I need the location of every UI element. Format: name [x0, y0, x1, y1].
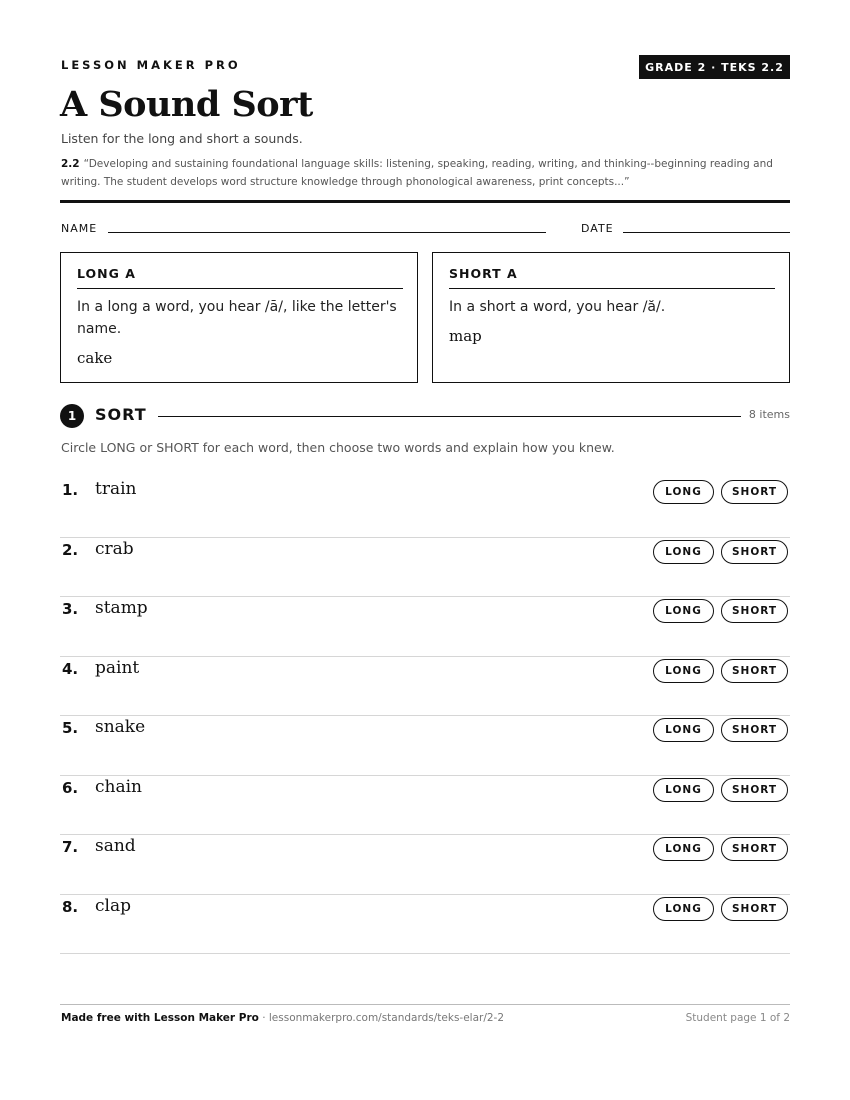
long-choice-button[interactable]: LONG	[653, 480, 714, 504]
list-item	[60, 657, 790, 717]
footer-credit	[61, 1012, 504, 1024]
brand-name: LESSON MAKER PRO	[61, 58, 241, 72]
short-a-definition: In a short a word, you hear /ă/.	[449, 299, 666, 315]
short-choice-button[interactable]: SHORT	[721, 778, 788, 802]
section-divider	[158, 416, 741, 417]
long-a-example: cake	[77, 349, 113, 367]
item-word: chain	[95, 776, 142, 797]
footer-separator: ·	[258, 1012, 269, 1024]
long-a-heading: LONG A	[77, 266, 403, 289]
name-field[interactable]	[108, 232, 546, 233]
list-item	[60, 895, 790, 955]
item-number: 4.	[62, 659, 79, 678]
item-number: 3.	[62, 600, 79, 618]
list-item	[60, 478, 790, 538]
long-choice-button[interactable]: LONG	[653, 540, 714, 564]
footer-url[interactable]: lessonmakerpro.com/standards/teks-elar/2-2	[268, 1012, 505, 1024]
page-subtitle: Listen for the long and short a sounds.	[61, 131, 303, 146]
short-a-heading: SHORT A	[449, 266, 775, 289]
long-choice-button[interactable]: LONG	[653, 778, 714, 802]
short-choice-button[interactable]: SHORT	[721, 897, 788, 921]
item-word: crab	[95, 538, 134, 559]
date-label: DATE	[581, 222, 614, 235]
short-choice-button[interactable]: SHORT	[721, 718, 788, 742]
list-item	[60, 776, 790, 836]
standard-text: “Developing and sustaining foundational language skills: listening, speaking, reading, writing, and thinking--beginning reading and writing. The student develops word structure knowledge through phonological awareness, print concepts...”	[61, 158, 773, 188]
short-choice-button[interactable]: SHORT	[721, 480, 788, 504]
item-number: 6.	[62, 778, 79, 797]
standard-code: 2.2	[61, 158, 80, 170]
name-label: NAME	[61, 222, 98, 235]
footer-divider	[60, 1004, 790, 1005]
short-choice-button[interactable]: SHORT	[721, 659, 788, 683]
section-number: 1	[60, 404, 84, 428]
long-choice-button[interactable]: LONG	[653, 599, 714, 623]
list-item	[60, 538, 790, 598]
section-instructions: Circle LONG or SHORT for each word, then choose two words and explain how you knew.	[61, 440, 615, 455]
list-item	[60, 597, 790, 657]
item-number: 1.	[62, 481, 79, 499]
item-word: sand	[95, 836, 136, 856]
list-item	[60, 835, 790, 895]
short-a-box	[432, 252, 790, 383]
item-word: clap	[95, 895, 131, 916]
long-a-box	[60, 252, 418, 383]
long-a-definition: In a long a word, you hear /ā/, like the letter's name.	[77, 299, 397, 337]
item-word: paint	[95, 657, 140, 678]
short-choice-button[interactable]: SHORT	[721, 837, 788, 861]
long-choice-button[interactable]: LONG	[653, 897, 714, 921]
header-divider	[60, 200, 790, 203]
item-word: stamp	[95, 598, 148, 618]
list-item	[60, 716, 790, 776]
standard-description	[61, 156, 793, 191]
page-title: A Sound Sort	[60, 84, 313, 125]
item-word: train	[95, 479, 137, 499]
section-title: SORT	[95, 405, 147, 424]
long-choice-button[interactable]: LONG	[653, 659, 714, 683]
date-field[interactable]	[623, 232, 790, 233]
item-word: snake	[95, 717, 146, 737]
item-number: 2.	[62, 540, 79, 559]
item-number: 8.	[62, 897, 79, 916]
long-choice-button[interactable]: LONG	[653, 718, 714, 742]
footer-made-with: Made free with Lesson Maker Pro	[61, 1012, 259, 1024]
item-number: 7.	[62, 838, 79, 856]
short-a-example: map	[449, 327, 482, 345]
long-choice-button[interactable]: LONG	[653, 837, 714, 861]
grade-badge: GRADE 2 · TEKS 2.2	[639, 55, 790, 79]
page-number: Student page 1 of 2	[685, 1012, 790, 1024]
short-choice-button[interactable]: SHORT	[721, 540, 788, 564]
item-number: 5.	[62, 719, 79, 737]
item-count: 8 items	[748, 408, 790, 421]
short-choice-button[interactable]: SHORT	[721, 599, 788, 623]
